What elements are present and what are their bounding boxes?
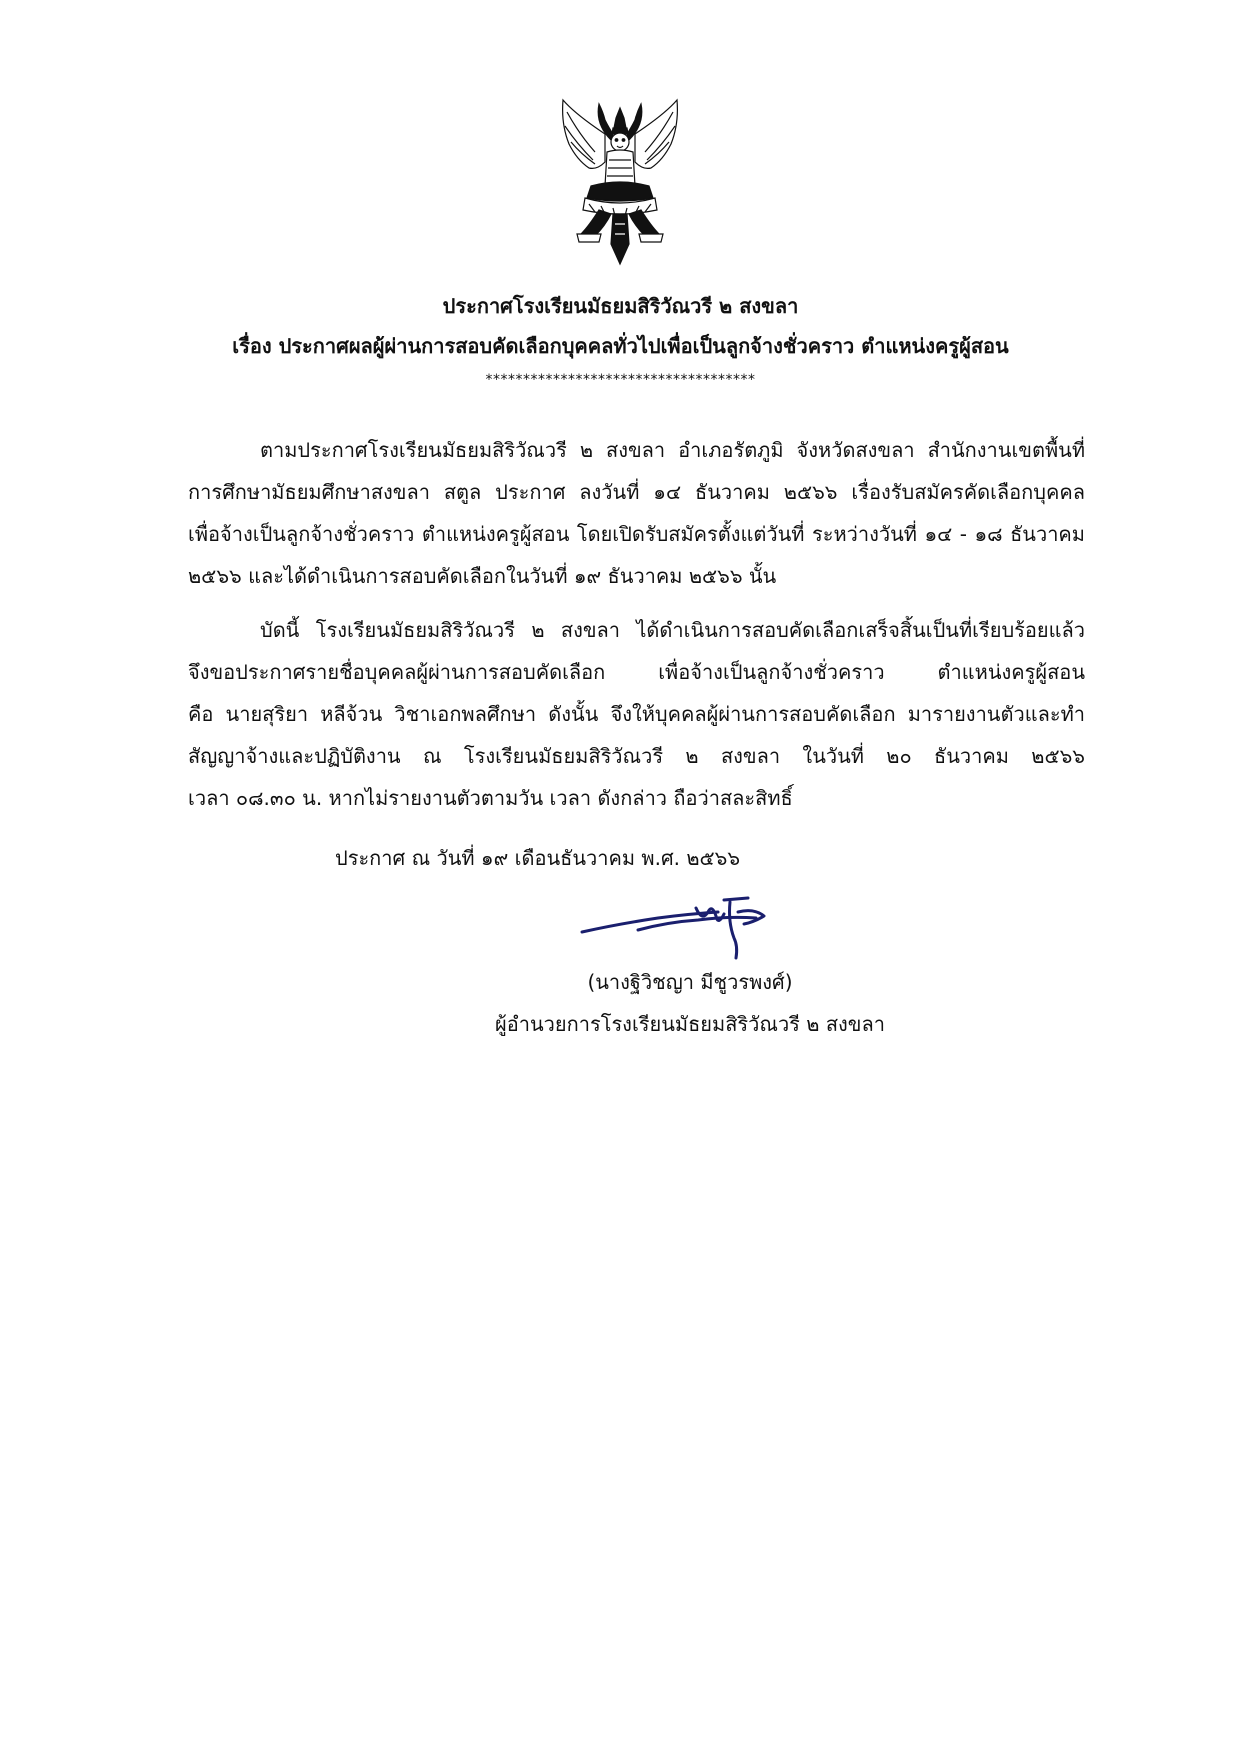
signature-icon: [578, 882, 803, 962]
paragraph-line: คือ นายสุริยา หลีจ้วน วิชาเอกพลศึกษา ดังนั้น จึงให้บุคคลผู้ผ่านการสอบคัดเลือก มารายงานตัวและทำ: [188, 702, 1085, 726]
paragraph-line: บัดนี้ โรงเรียนมัธยมสิริวัณวรี ๒ สงขลา ได้ดำเนินการสอบคัดเลือกเสร็จสิ้นเป็นที่เรียบร้อยแล้ว: [260, 618, 1085, 642]
announcement-title: ประกาศโรงเรียนมัธยมสิริวัณวรี ๒ สงขลา: [442, 294, 799, 318]
paragraph-line: การศึกษามัธยมศึกษาสงขลา สตูล ประกาศ ลงวันที่ ๑๔ ธันวาคม ๒๕๖๖ เรื่องรับสมัครคัดเลือกบุคคล: [188, 480, 1085, 504]
paragraph-line: จึงขอประกาศรายชื่อบุคคลผู้ผ่านการสอบคัดเลือก เพื่อจ้างเป็นลูกจ้างชั่วคราว ตำแหน่งครูผู้สอน: [188, 660, 1085, 684]
signatory-name: (นางฐิวิชญา มีชูวรพงศ์): [587, 970, 793, 994]
paragraph-line: เพื่อจ้างเป็นลูกจ้างชั่วคราว ตำแหน่งครูผู้สอน โดยเปิดรับสมัครตั้งแต่วันที่ ระหว่างวันที่ ๑๔ - ๑๘ ธันวาคม: [188, 522, 1085, 546]
separator-line: ************************************: [485, 372, 756, 388]
garuda-emblem-icon: [555, 94, 685, 266]
paragraph-line: สัญญาจ้างและปฏิบัติงาน ณ โรงเรียนมัธยมสิริวัณวรี ๒ สงขลา ในวันที่ ๒๐ ธันวาคม ๒๕๖๖: [188, 744, 1085, 768]
paragraph-line: ตามประกาศโรงเรียนมัธยมสิริวัณวรี ๒ สงขลา อำเภอรัตภูมิ จังหวัดสงขลา สำนักงานเขตพื้นที่: [260, 438, 1085, 462]
announce-date: ประกาศ ณ วันที่ ๑๙ เดือนธันวาคม พ.ศ. ๒๕๖๖: [335, 846, 741, 870]
signatory-position: ผู้อำนวยการโรงเรียนมัธยมสิริวัณวรี ๒ สงขลา: [495, 1012, 885, 1036]
announcement-subject: เรื่อง ประกาศผลผู้ผ่านการสอบคัดเลือกบุคคลทั่วไปเพื่อเป็นลูกจ้างชั่วคราว ตำแหน่งครูผู้สอน: [232, 334, 1009, 358]
paragraph-line: เวลา ๐๘.๓๐ น. หากไม่รายงานตัวตามวัน เวลา ดังกล่าว ถือว่าสละสิทธิ์: [188, 786, 793, 810]
paragraph-line: ๒๕๖๖ และได้ดำเนินการสอบคัดเลือกในวันที่ ๑๙ ธันวาคม ๒๕๖๖ นั้น: [188, 564, 777, 588]
